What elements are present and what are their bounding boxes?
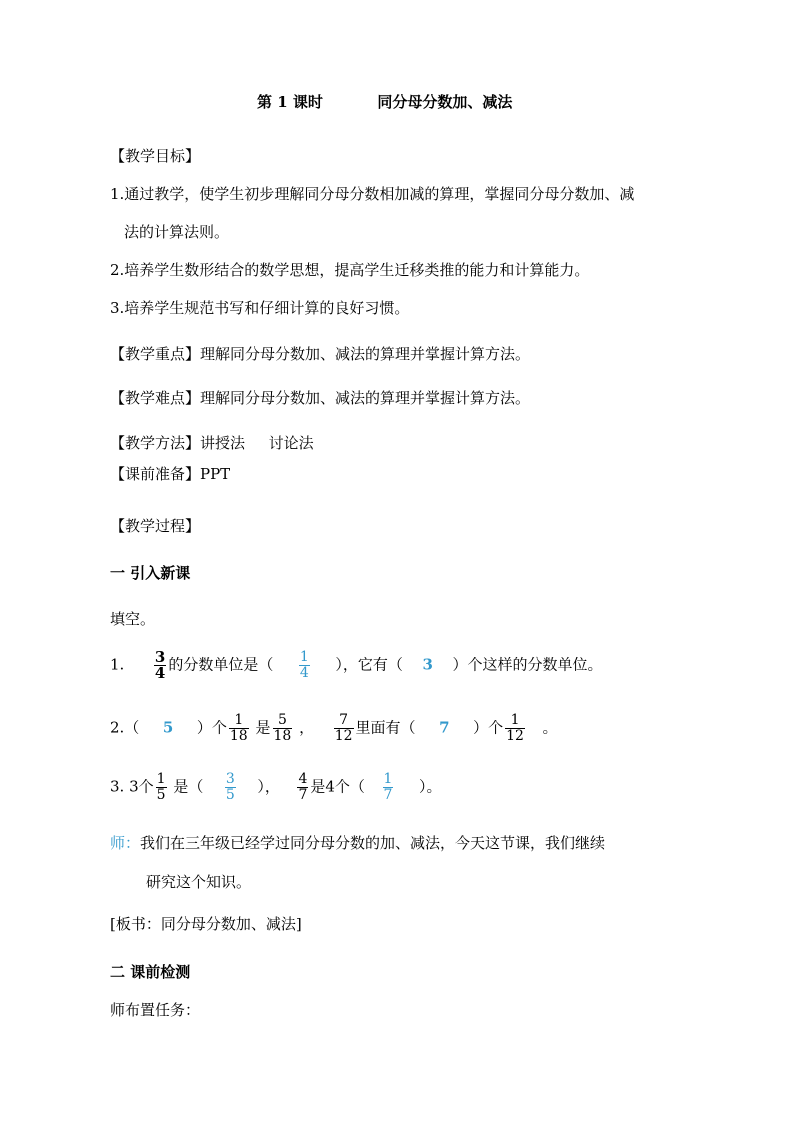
q2-fraction-3-numerator: 7: [334, 713, 354, 729]
q2-fraction-1-numerator: 1: [229, 713, 249, 729]
q2-fraction-4-denominator: 12: [506, 728, 524, 744]
page-title: [257, 92, 512, 112]
section-1-heading: 一 引入新课: [110, 564, 191, 582]
fill-label: 填空。: [110, 610, 156, 628]
q3-fraction-1-numerator: 1: [156, 771, 166, 787]
section-2-task: 师布置任务：: [110, 1001, 201, 1019]
q3-answer-1-numerator: 3: [225, 771, 235, 787]
q2-fraction-4-numerator: 1: [505, 713, 525, 729]
q1-text-a: 的分数单位是（: [168, 655, 274, 674]
q3-answer-2-denominator: 7: [383, 787, 393, 803]
q2-fraction-2-denominator: 18: [273, 728, 292, 744]
question-2: [110, 713, 558, 744]
q3-fraction-2: [297, 772, 308, 803]
q2-fraction-1-denominator: 18: [229, 728, 248, 744]
q2-answer-2: 7: [439, 718, 450, 737]
q3-fraction-2-numerator: 4: [298, 771, 308, 787]
q3-text-a: 是（: [173, 777, 204, 796]
q3-answer-1-denominator: 5: [225, 787, 235, 803]
q1-text-b: ），它有（: [335, 655, 403, 674]
q3-answer-2: [383, 772, 394, 803]
q1-answer-2: 3: [422, 655, 433, 674]
lesson-prep: 【课前准备】PPT: [110, 465, 231, 483]
q2-text-d: 里面有（: [355, 718, 416, 737]
q1-number: 1.: [110, 655, 125, 674]
q3-fraction-1-denominator: 5: [156, 787, 166, 803]
q3-number: 3. 3个: [110, 777, 154, 796]
objective-1-line-2: 法的计算法则。: [124, 223, 230, 241]
q3-answer-1: [225, 772, 236, 803]
q1-answer-1-denominator: 4: [299, 665, 309, 681]
q2-text-e: ）个: [473, 718, 504, 737]
q1-answer-1: [299, 650, 310, 681]
q1-fraction-denominator: 4: [154, 664, 166, 682]
q3-answer-2-numerator: 1: [383, 771, 393, 787]
objective-2: 2.培养学生数形结合的数学思想，提高学生迁移类推的能力和计算能力。: [110, 261, 590, 279]
teacher-text-1: 我们在三年级已经学过同分母分数的加、减法，今天这节课，我们继续: [140, 834, 606, 852]
q2-fraction-4: [505, 713, 525, 744]
q3-text-b: ），: [257, 777, 280, 796]
q2-fraction-3: [334, 713, 354, 744]
lesson-number: 第 1 课时: [257, 93, 323, 111]
q2-text-a: ）个: [196, 718, 227, 737]
method-extra: 讨论法: [268, 434, 314, 452]
lesson-topic: 同分母分数加、减法: [377, 93, 513, 111]
objective-1-line-1: 1.通过教学，使学生初步理解同分母分数相加减的算理，掌握同分母分数加、减: [110, 185, 635, 203]
objective-3: 3.培养学生规范书写和仔细计算的良好习惯。: [110, 299, 410, 317]
q2-text-c: ，: [299, 718, 315, 737]
teacher-remark-line-1: [110, 833, 605, 853]
q1-text-c: ）个这样的分数单位。: [452, 655, 603, 674]
q3-text-d: ）。: [418, 777, 442, 796]
difficulty: 【教学难点】理解同分母分数加、减法的算理并掌握计算方法。: [110, 389, 531, 407]
q3-text-c: 是4个（: [310, 777, 365, 796]
q1-fraction-numerator: 3: [154, 648, 166, 666]
section-2-heading: 二 课前检测: [110, 963, 191, 981]
q2-text-b: 是: [255, 718, 271, 737]
q3-fraction-1: [156, 772, 167, 803]
q3-fraction-2-denominator: 7: [298, 787, 308, 803]
q2-fraction-2: [273, 713, 293, 744]
question-1: [110, 650, 602, 681]
q1-answer-1-numerator: 1: [299, 649, 309, 665]
q2-fraction-1: [229, 713, 249, 744]
q1-fraction: [154, 650, 166, 681]
objectives-heading: 【教学目标】: [110, 147, 201, 165]
q2-fraction-2-numerator: 5: [273, 713, 293, 729]
teacher-remark-line-2: 研究这个知识。: [146, 873, 252, 891]
key-point: 【教学重点】理解同分母分数加、减法的算理并掌握计算方法。: [110, 345, 531, 363]
teaching-method: [110, 433, 314, 453]
q2-answer-1: 5: [162, 718, 174, 737]
q2-fraction-3-denominator: 12: [334, 728, 353, 744]
q2-number: 2.（: [110, 718, 140, 737]
q2-text-f: 。: [542, 718, 558, 737]
question-3: [110, 772, 442, 803]
board-note: [板书：同分母分数加、减法]: [110, 915, 302, 933]
method-label: 【教学方法】讲授法: [110, 434, 246, 452]
teacher-label: 师：: [110, 834, 141, 852]
process-heading: 【教学过程】: [110, 517, 201, 535]
